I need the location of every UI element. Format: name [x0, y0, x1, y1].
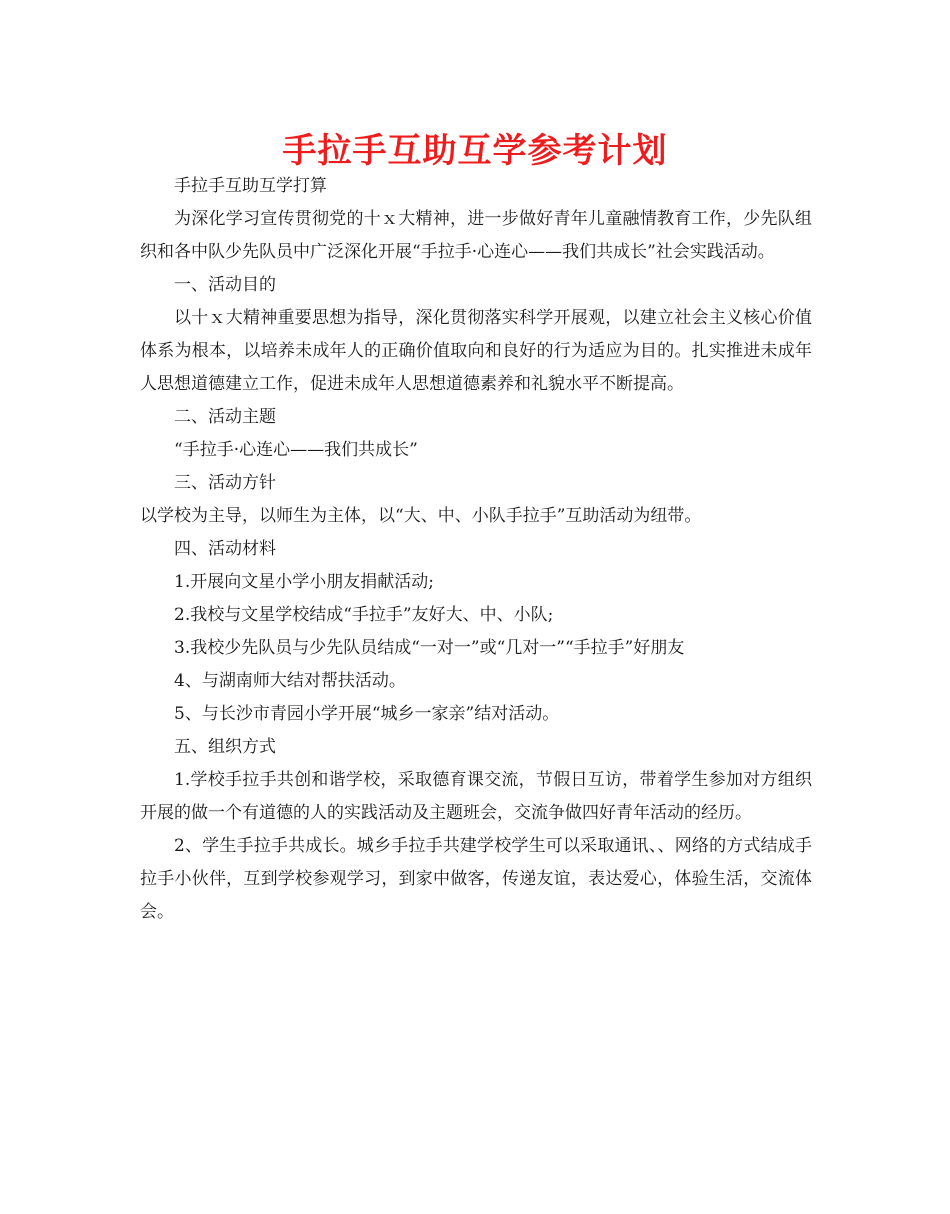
doc-paragraph-intro: 为深化学习宣传贯彻党的十ｘ大精神，进一步做好青年儿童融情教育工作，少先队组织和各中队少先队员中广泛深化开展“手拉手·心连心——我们共成长”社会实践活动。 — [140, 209, 812, 262]
list-item-material-4: 4、与湖南师大结对帮扶活动。 — [174, 671, 406, 691]
doc-paragraph-policy: 以学校为主导，以师生为主体，以“大、中、小队手拉手”互助活动为纽带。 — [140, 506, 702, 526]
section-heading-policy: 三、活动方针 — [174, 473, 276, 493]
document-title: 手拉手互助互学参考计划 — [282, 131, 668, 171]
list-item-material-5: 5、与长沙市青园小学开展“城乡一家亲”结对活动。 — [174, 704, 560, 724]
doc-paragraph-subtitle: 手拉手互助互学打算 — [174, 176, 327, 196]
list-item-material-2: 2.我校与文星学校结成“手拉手”友好大、中、小队; — [174, 605, 554, 625]
section-heading-materials: 四、活动材料 — [174, 539, 276, 559]
section-heading-theme: 二、活动主题 — [174, 407, 276, 427]
doc-paragraph-organization-1: 1.学校手拉手共创和谐学校，采取德育课交流，节假日互访，带着学生参加对方组织开展的做一个有道德的人的实践活动及主题班会，交流争做四好青年活动的经历。 — [140, 770, 812, 823]
list-item-material-1: 1.开展向文星小学小朋友捐献活动; — [174, 572, 434, 592]
doc-paragraph-organization-2: 2、学生手拉手共成长。城乡手拉手共建学校学生可以采取通讯、、网络的方式结成手拉手小伙伴，互到学校参观学习，到家中做客，传递友谊，表达爱心，体验生活，交流体会。 — [140, 836, 812, 922]
doc-paragraph-theme: “手拉手·心连心——我们共成长” — [174, 440, 418, 460]
document-body — [140, 170, 812, 929]
doc-paragraph-purpose: 以十ｘ大精神重要思想为指导，深化贯彻落实科学开展观，以建立社会主义核心价值体系为根本，以培养未成年人的正确价值取向和良好的行为适应为目的。扎实推进未成年人思想道德建立工作，促进未成年人思想道德素养和礼貌水平不断提高。 — [140, 308, 812, 394]
section-heading-organization: 五、组织方式 — [174, 737, 276, 757]
list-item-material-3: 3.我校少先队员与少先队员结成“一对一”或“几对一”“手拉手”好朋友 — [174, 638, 685, 658]
section-heading-purpose: 一、活动目的 — [174, 275, 276, 295]
